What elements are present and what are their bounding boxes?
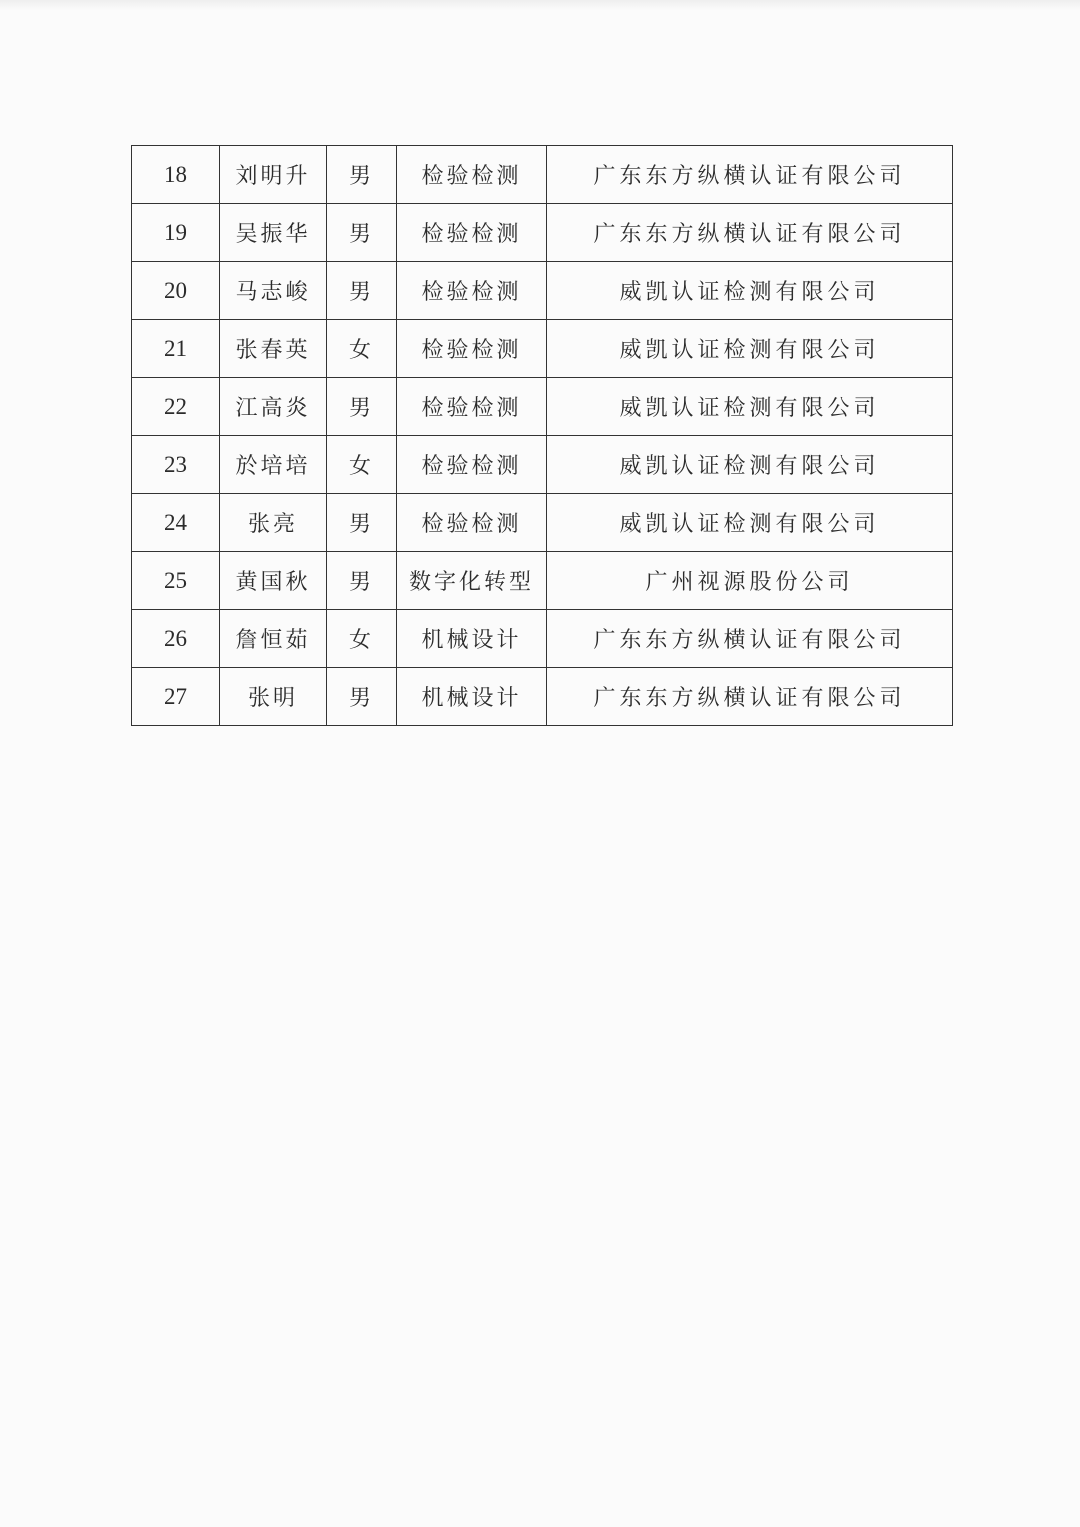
scan-top-edge bbox=[0, 0, 1080, 10]
table-row bbox=[132, 378, 953, 436]
row-number: 19 bbox=[132, 204, 220, 262]
person-name: 詹恒茹 bbox=[220, 610, 327, 668]
person-field: 机械设计 bbox=[397, 668, 547, 726]
row-number: 23 bbox=[132, 436, 220, 494]
person-field: 检验检测 bbox=[397, 320, 547, 378]
person-company: 广东东方纵横认证有限公司 bbox=[547, 146, 953, 204]
person-field: 检验检测 bbox=[397, 436, 547, 494]
person-name: 张亮 bbox=[220, 494, 327, 552]
row-number: 21 bbox=[132, 320, 220, 378]
person-company: 威凯认证检测有限公司 bbox=[547, 378, 953, 436]
table-row bbox=[132, 262, 953, 320]
person-gender: 男 bbox=[327, 668, 397, 726]
person-name: 张春英 bbox=[220, 320, 327, 378]
table-row bbox=[132, 494, 953, 552]
person-name: 江高炎 bbox=[220, 378, 327, 436]
person-gender: 女 bbox=[327, 436, 397, 494]
row-number: 26 bbox=[132, 610, 220, 668]
person-gender: 男 bbox=[327, 146, 397, 204]
person-company: 广东东方纵横认证有限公司 bbox=[547, 204, 953, 262]
person-company: 广东东方纵横认证有限公司 bbox=[547, 610, 953, 668]
person-field: 检验检测 bbox=[397, 262, 547, 320]
person-field: 机械设计 bbox=[397, 610, 547, 668]
table-row bbox=[132, 204, 953, 262]
row-number: 27 bbox=[132, 668, 220, 726]
row-number: 18 bbox=[132, 146, 220, 204]
person-gender: 男 bbox=[327, 552, 397, 610]
table-row bbox=[132, 436, 953, 494]
row-number: 24 bbox=[132, 494, 220, 552]
person-field: 检验检测 bbox=[397, 378, 547, 436]
person-gender: 女 bbox=[327, 610, 397, 668]
row-number: 25 bbox=[132, 552, 220, 610]
person-name: 刘明升 bbox=[220, 146, 327, 204]
person-name: 黄国秋 bbox=[220, 552, 327, 610]
person-company: 威凯认证检测有限公司 bbox=[547, 436, 953, 494]
person-company: 威凯认证检测有限公司 bbox=[547, 262, 953, 320]
table-row bbox=[132, 552, 953, 610]
row-number: 20 bbox=[132, 262, 220, 320]
person-field: 检验检测 bbox=[397, 204, 547, 262]
person-name: 於培培 bbox=[220, 436, 327, 494]
person-field: 检验检测 bbox=[397, 494, 547, 552]
person-gender: 男 bbox=[327, 262, 397, 320]
person-gender: 男 bbox=[327, 494, 397, 552]
person-company: 威凯认证检测有限公司 bbox=[547, 320, 953, 378]
table-row bbox=[132, 146, 953, 204]
person-name: 吴振华 bbox=[220, 204, 327, 262]
person-name: 张明 bbox=[220, 668, 327, 726]
table-row bbox=[132, 610, 953, 668]
person-gender: 女 bbox=[327, 320, 397, 378]
person-field: 检验检测 bbox=[397, 146, 547, 204]
table-row bbox=[132, 668, 953, 726]
table-row bbox=[132, 320, 953, 378]
person-name: 马志峻 bbox=[220, 262, 327, 320]
person-field: 数字化转型 bbox=[397, 552, 547, 610]
person-gender: 男 bbox=[327, 204, 397, 262]
person-company: 广东东方纵横认证有限公司 bbox=[547, 668, 953, 726]
personnel-table bbox=[131, 145, 953, 726]
person-company: 威凯认证检测有限公司 bbox=[547, 494, 953, 552]
row-number: 22 bbox=[132, 378, 220, 436]
person-gender: 男 bbox=[327, 378, 397, 436]
person-company: 广州视源股份公司 bbox=[547, 552, 953, 610]
